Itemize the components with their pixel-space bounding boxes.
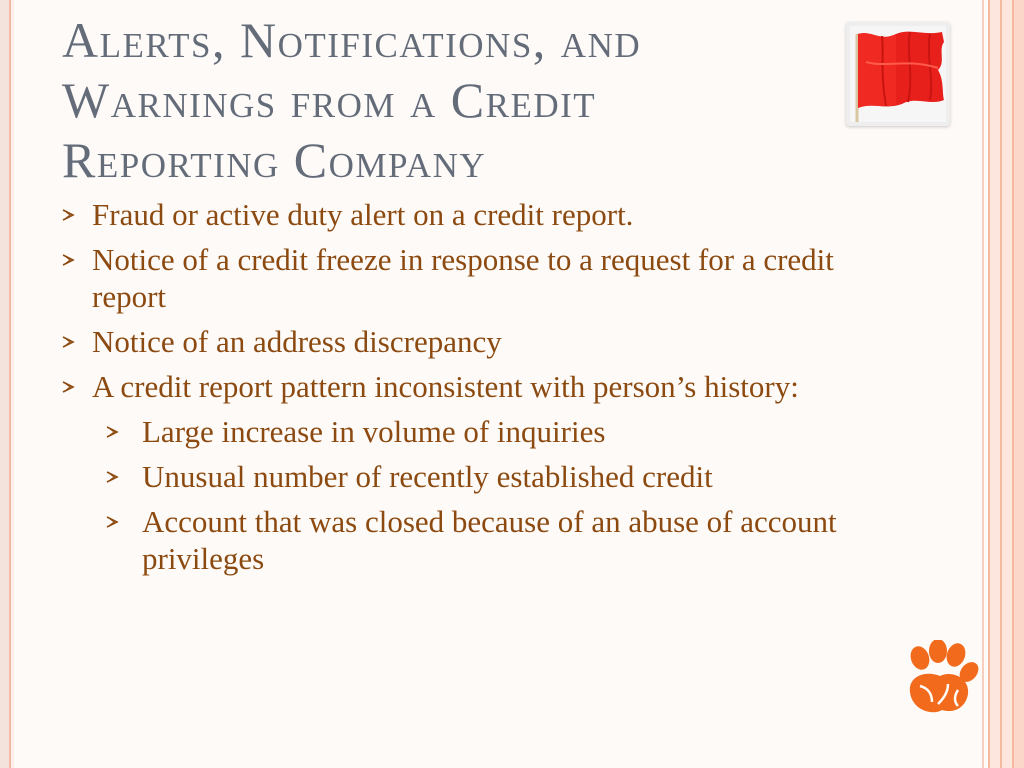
arrow-bullet-icon <box>62 196 80 233</box>
arrow-bullet-icon <box>62 323 80 360</box>
arrow-bullet-icon <box>106 503 124 540</box>
arrow-bullet-icon <box>62 241 80 278</box>
left-border <box>0 0 14 768</box>
list-item <box>60 368 890 405</box>
tiger-paw-icon <box>898 640 982 720</box>
bullet-list <box>60 196 890 585</box>
bullet-text: A credit report pattern inconsistent with person’s history: <box>92 369 799 404</box>
list-item <box>60 458 890 495</box>
red-flag-icon <box>846 22 950 126</box>
list-item <box>60 413 890 450</box>
right-stripe-decoration <box>976 0 1024 768</box>
list-item <box>60 241 890 315</box>
slide-title: Alerts, Notifications, and Warnings from a Credit Reporting Company <box>62 12 642 188</box>
bullet-text: Account that was closed because of an abuse of account privileges <box>142 504 837 576</box>
list-item <box>60 196 890 233</box>
arrow-bullet-icon <box>62 368 80 405</box>
arrow-bullet-icon <box>106 413 124 450</box>
arrow-bullet-icon <box>106 458 124 495</box>
bullet-text: Notice of a credit freeze in response to a request for a credit report <box>92 242 834 314</box>
bullet-text: Large increase in volume of inquiries <box>142 414 606 449</box>
list-item <box>60 323 890 360</box>
bullet-text: Unusual number of recently established credit <box>142 459 713 494</box>
bullet-text: Fraud or active duty alert on a credit report. <box>92 197 634 232</box>
list-item <box>60 503 890 577</box>
bullet-text: Notice of an address discrepancy <box>92 324 502 359</box>
